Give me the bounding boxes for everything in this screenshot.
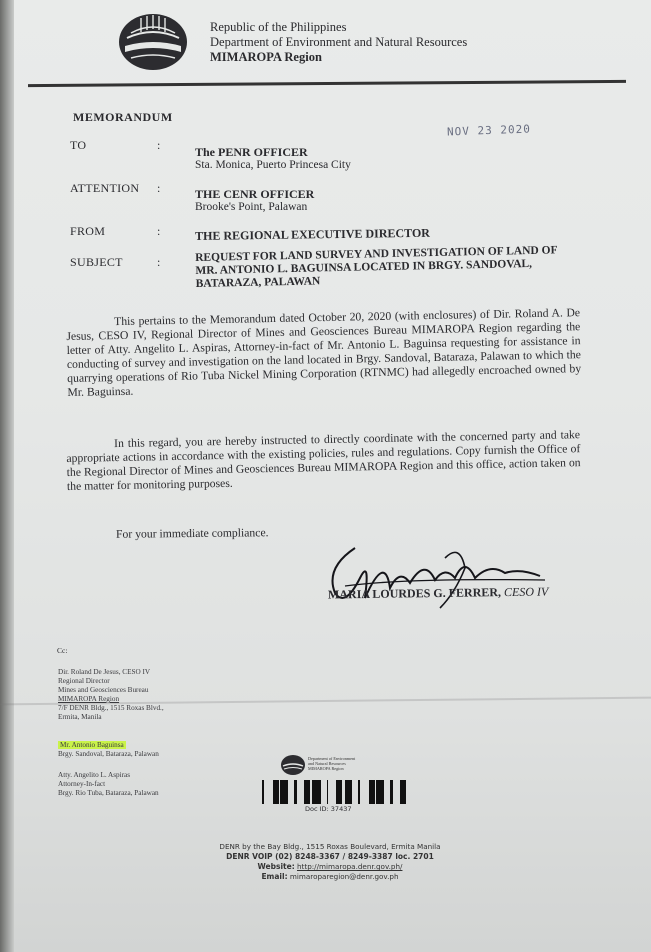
- attention-label: ATTENTION: [70, 181, 140, 195]
- letterhead-department: Department of Environment and Natural Resources: [210, 35, 468, 49]
- receipt-office: [308, 756, 355, 771]
- to-label: TO: [70, 138, 87, 152]
- barcode-bar: [327, 780, 328, 804]
- receipt-office-line-3: MIMAROPA Region: [308, 766, 344, 771]
- from-value: [195, 227, 430, 243]
- footer-email[interactable]: mimaroparegion@denr.gov.ph: [289, 872, 399, 881]
- cc-3-line-2: Attorney-In-fact: [58, 780, 106, 788]
- letterhead-divider: [28, 80, 626, 87]
- barcode-bar: [378, 780, 381, 804]
- barcode-bar: [340, 780, 342, 804]
- barcode-bar: [405, 780, 406, 804]
- cc-recipient-1: [58, 668, 164, 722]
- barcode-bar: [306, 780, 309, 804]
- attention-colon: :: [157, 181, 161, 195]
- from-name: THE REGIONAL EXECUTIVE DIRECTOR: [194, 225, 431, 243]
- barcode-bar: [309, 780, 310, 804]
- from-colon: :: [157, 224, 161, 238]
- barcode-bar: [402, 780, 405, 804]
- barcode-bar: [304, 780, 306, 804]
- barcode-bar: [282, 780, 285, 804]
- document-id: Doc ID: 37437: [305, 805, 352, 813]
- cc-1-line-5: 7/F DENR Bldg., 1515 Roxas Blvd.,: [58, 704, 164, 712]
- barcode-bar: [316, 780, 318, 804]
- footer-address: DENR by the Bay Bldg., 1515 Roxas Boulevard, Ermita Manila: [219, 842, 441, 851]
- attention-name: THE CENR OFFICER: [195, 187, 315, 201]
- barcode-bar: [390, 780, 393, 804]
- letterhead-republic: Republic of the Philippines: [210, 20, 347, 34]
- barcode-bar: [274, 780, 276, 804]
- footer-website-label: Website:: [257, 862, 295, 871]
- denr-small-logo-icon: [280, 754, 306, 776]
- barcode-bar: [280, 780, 282, 804]
- document-barcode: [262, 780, 406, 804]
- barcode-bar: [286, 780, 288, 804]
- barcode-bar: [372, 780, 375, 804]
- cc-3-line-3: Brgy. Rio Tuba, Bataraza, Palawan: [58, 789, 159, 797]
- barcode-bar: [376, 780, 378, 804]
- to-name: The PENR OFFICER: [195, 145, 308, 159]
- signatory-full-name: MARIA LOURDES G. FERRER,: [327, 585, 502, 602]
- subject-colon: :: [157, 255, 161, 269]
- to-detail: Sta. Monica, Puerto Princesa City: [195, 159, 351, 171]
- barcode-bar: [348, 780, 351, 804]
- barcode-bar: [312, 780, 315, 804]
- barcode-bar: [370, 780, 372, 804]
- cc-1-line-6: Ermita, Manila: [58, 713, 102, 721]
- cc-label: Cc:: [57, 646, 68, 655]
- footer-voip: DENR VOIP (02) 8248-3367 / 8249-3387 loc. 2701: [226, 852, 434, 861]
- barcode-bar: [285, 780, 286, 804]
- cc-1-line-4: MIMAROPA Region: [58, 695, 120, 703]
- attention-detail: Brooke's Point, Palawan: [195, 201, 308, 213]
- to-colon: :: [157, 138, 161, 152]
- barcode-bar: [400, 780, 402, 804]
- letterhead-region: MIMAROPA Region: [210, 50, 322, 64]
- denr-seal-icon: [117, 12, 189, 72]
- closing-line: For your immediate compliance.: [115, 526, 269, 541]
- barcode-bar: [345, 780, 346, 804]
- receipt-office-line-1: Department of Environment: [308, 756, 356, 761]
- from-label: FROM: [70, 224, 106, 238]
- cc-1-line-1: Dir. Roland De Jesus, CESO IV: [58, 668, 151, 676]
- cc-1-line-3: Mines and Geosciences Bureau: [58, 686, 149, 694]
- letterhead: [210, 20, 467, 65]
- barcode-bar: [336, 780, 339, 804]
- cc-3-line-1: Atty. Angelito L. Aspiras: [58, 771, 131, 779]
- attention-value: [195, 188, 314, 214]
- barcode-bar: [351, 780, 352, 804]
- signatory-name: [328, 584, 549, 602]
- cc-recipient-3: [58, 771, 159, 798]
- barcode-bar: [358, 780, 360, 804]
- cc-1-line-2: Regional Director: [58, 677, 110, 685]
- barcode-bar: [339, 780, 340, 804]
- subject-value: REQUEST FOR LAND SURVEY AND INVESTIGATION OF LAND OF MR. ANTONIO L. BAGUINSA LOCATED IN BRGY. SANDOVAL, BATARAZA, PALAWAN: [195, 244, 558, 290]
- barcode-bar: [318, 780, 321, 804]
- signatory-title: CESO IV: [503, 584, 549, 600]
- to-value: [195, 146, 351, 172]
- receipt-office-line-2: and Natural Resources: [308, 761, 346, 766]
- date-received-stamp: NOV 23 2020: [446, 122, 532, 139]
- barcode-bar: [346, 780, 348, 804]
- barcode-bar: [262, 780, 264, 804]
- barcode-bar: [369, 780, 370, 804]
- barcode-bar: [294, 780, 297, 804]
- cc-2-line-2: Brgy. Sandoval, Bataraza, Palawan: [58, 750, 159, 758]
- footer-contact: [200, 842, 460, 882]
- footer-website-link[interactable]: http://mimaropa.denr.gov.ph/: [297, 862, 403, 871]
- body-paragraph-2: In this regard, you are hereby instructed to directly coordinate with the concerned party and take appropriate actions in accordance with the existing policies, rules and regulations. Copy furnish the Office of the Regional Director of Mines and Geosciences Bureau MIMAROPA Region and this office, action taken on the matter for monitoring purposes.: [66, 428, 581, 493]
- cc-recipient-2: [58, 741, 159, 759]
- memo-title: MEMORANDUM: [73, 110, 173, 124]
- cc-2-line-1-highlighted: Mr. Antonio Baguinsa: [60, 741, 124, 749]
- barcode-bar: [381, 780, 382, 804]
- body-paragraph-1: This pertains to the Memorandum dated October 20, 2020 (with enclosures) of Dir. Roland A. De Jesus, CESO IV, Regional Director of Mines and Geosciences Bureau MIMAROPA Region regarding the letter of Atty. Angelito L. Aspiras, Attorney-in-fact of Mr. Antonio L. Baguinsa requesting for assistance in conducting of survey and investigation on the land located in Brgy. Sandoval, Bataraza, Palawan to which the quarrying operations of Rio Tuba Nickel Mining Corporation (RTNMC) had allegedly encroached owned by Mr. Baguinsa.: [66, 306, 582, 399]
- barcode-bar: [315, 780, 316, 804]
- barcode-bar: [382, 780, 384, 804]
- footer-email-label: Email:: [261, 872, 288, 881]
- barcode-bar: [276, 780, 279, 804]
- subject-label: SUBJECT: [70, 255, 123, 269]
- handwritten-signature: [315, 538, 555, 618]
- barcode-bar: [273, 780, 274, 804]
